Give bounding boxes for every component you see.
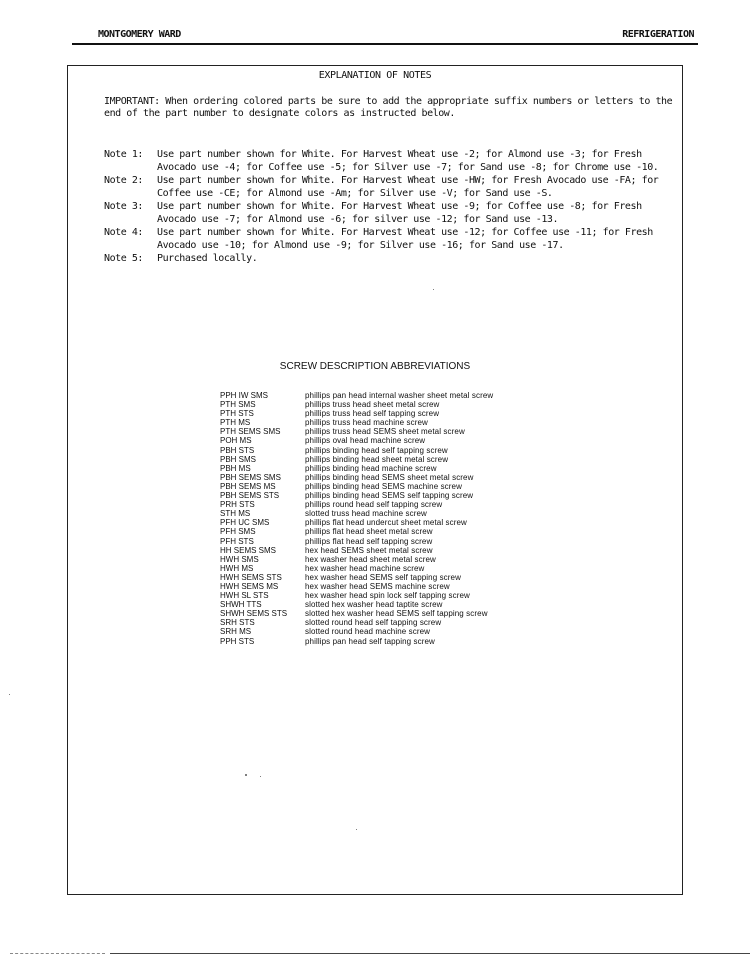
abbreviation-description: phillips flat head undercut sheet metal screw xyxy=(305,518,467,528)
abbreviation-description: phillips binding head SEMS sheet metal screw xyxy=(305,472,474,482)
abbreviation-code: HH SEMS SMS xyxy=(220,545,277,555)
abbreviation-description: phillips round head self tapping screw xyxy=(305,500,443,510)
scan-speck xyxy=(9,694,10,695)
notes-title: EXPLANATION OF NOTES xyxy=(318,70,432,81)
note-label: Note 2: xyxy=(104,175,143,186)
abbreviation-code: PTH SEMS SMS xyxy=(220,427,281,437)
abbreviation-code: PTH MS xyxy=(220,418,251,428)
abbreviation-row xyxy=(220,537,493,546)
abbreviation-description: slotted round head self tapping screw xyxy=(305,618,442,628)
abbreviation-description: phillips flat head self tapping screw xyxy=(305,536,433,546)
header-brand: MONTGOMERY WARD xyxy=(98,29,181,40)
note-label: Note 4: xyxy=(104,227,143,238)
note-item xyxy=(104,200,684,226)
abbreviation-code: SHWH TTS xyxy=(220,600,262,610)
abbreviation-description: phillips pan head internal washer sheet metal screw xyxy=(305,391,494,400)
abbreviation-description: hex washer head SEMS self tapping screw xyxy=(305,572,461,582)
abbreviation-code: PFH UC SMS xyxy=(220,518,270,528)
header-section: REFRIGERATION xyxy=(622,29,694,40)
note-text: Use part number shown for White. For Harvest Wheat use -12; for Coffee use -11; for Fresh Avocado use -10; for Almond use -9; for Silver use -16; for Sand use -17. xyxy=(157,227,653,251)
abbreviation-description: phillips flat head sheet metal screw xyxy=(305,527,433,537)
abbreviation-description: phillips pan head self tapping screw xyxy=(305,636,435,646)
abbreviation-code: PBH SEMS MS xyxy=(220,481,276,491)
abbreviation-description: slotted truss head machine screw xyxy=(305,509,427,519)
note-item xyxy=(104,148,684,174)
abbreviation-row xyxy=(220,409,493,418)
abbreviation-description: phillips binding head machine screw xyxy=(305,463,437,473)
abbreviations-list xyxy=(220,391,493,646)
abbreviation-row xyxy=(220,627,493,636)
abbreviation-row xyxy=(220,637,493,646)
abbreviation-description: phillips truss head self tapping screw xyxy=(305,409,440,419)
abbreviation-row xyxy=(220,518,493,527)
abbreviation-description: phillips truss head SEMS sheet metal screw xyxy=(305,427,465,437)
abbreviation-row xyxy=(220,427,493,436)
abbreviation-description: slotted hex washer head SEMS self tapping screw xyxy=(305,609,488,619)
abbreviation-description: phillips binding head self tapping screw xyxy=(305,445,448,455)
abbreviation-description: phillips binding head SEMS self tapping screw xyxy=(305,491,474,501)
abbreviation-row xyxy=(220,482,493,491)
abbreviation-row xyxy=(220,391,493,400)
abbreviation-row xyxy=(220,491,493,500)
abbreviation-row xyxy=(220,436,493,445)
scan-speck xyxy=(260,776,261,777)
abbreviation-description: slotted hex washer head taptite screw xyxy=(305,600,443,610)
abbreviation-code: STH MS xyxy=(220,509,251,519)
abbreviation-description: phillips binding head SEMS machine screw xyxy=(305,481,462,491)
note-label: Note 5: xyxy=(104,253,143,264)
abbreviation-row xyxy=(220,591,493,600)
abbreviation-description: hex washer head spin lock self tapping screw xyxy=(305,591,470,601)
abbreviation-code: SRH STS xyxy=(220,618,255,628)
abbreviation-row xyxy=(220,509,493,518)
abbreviation-row xyxy=(220,618,493,627)
abbreviation-description: hex washer head SEMS machine screw xyxy=(305,581,450,591)
abbreviation-code: SHWH SEMS STS xyxy=(220,609,288,619)
abbreviation-row xyxy=(220,455,493,464)
abbreviation-row xyxy=(220,555,493,564)
abbreviation-description: hex washer head machine screw xyxy=(305,563,425,573)
abbreviation-description: phillips truss head machine screw xyxy=(305,418,428,428)
abbreviation-code: PPH STS xyxy=(220,636,255,646)
abbreviation-description: phillips oval head machine screw xyxy=(305,436,426,446)
abbreviation-description: slotted round head machine screw xyxy=(305,627,431,637)
abbreviation-code: HWH SMS xyxy=(220,554,259,564)
note-text: Use part number shown for White. For Harvest Wheat use -2; for Almond use -3; for Fresh Avocado use -4; for Coffee use -5; for Silver use -7; for Sand use -8; for Chrome use -10. xyxy=(157,149,659,173)
abbreviation-row xyxy=(220,573,493,582)
note-item xyxy=(104,252,684,265)
header-rule xyxy=(72,43,698,45)
abbreviation-code: HWH SL STS xyxy=(220,591,269,601)
abbreviation-code: HWH MS xyxy=(220,563,254,573)
note-label: Note 3: xyxy=(104,201,143,212)
abbreviation-row xyxy=(220,609,493,618)
abbreviation-description: hex head SEMS sheet metal screw xyxy=(305,545,433,555)
abbreviation-code: PBH SEMS SMS xyxy=(220,472,281,482)
abbreviation-row xyxy=(220,418,493,427)
abbreviation-row xyxy=(220,600,493,609)
abbreviation-row xyxy=(220,446,493,455)
scan-speck xyxy=(433,289,434,290)
important-paragraph: IMPORTANT: When ordering colored parts be sure to add the appropriate suffix numbers or letters to the end of the part number to designate colors as instructed below. xyxy=(104,96,673,119)
abbreviation-row xyxy=(220,400,493,409)
note-text: Use part number shown for White. For Harvest Wheat use -9; for Coffee use -8; for Fresh Avocado use -7; for Almond use -6; for silver use -12; for Sand use -13. xyxy=(157,201,642,225)
abbreviation-row xyxy=(220,500,493,509)
abbreviation-code: PBH STS xyxy=(220,445,255,455)
abbreviation-code: PRH STS xyxy=(220,500,255,510)
abbreviation-description: hex washer head sheet metal screw xyxy=(305,554,436,564)
abbreviation-code: PPH IW SMS xyxy=(220,391,269,400)
abbreviation-code: PTH STS xyxy=(220,409,254,419)
scan-speck xyxy=(245,774,247,776)
note-item xyxy=(104,226,684,252)
abbreviation-code: PBH SEMS STS xyxy=(220,491,280,501)
abbreviation-description: phillips binding head sheet metal screw xyxy=(305,454,449,464)
abbreviation-row xyxy=(220,473,493,482)
abbreviation-code: PTH SMS xyxy=(220,400,256,410)
abbreviation-code: PFH SMS xyxy=(220,527,256,537)
abbreviation-row xyxy=(220,527,493,536)
abbreviation-code: SRH MS xyxy=(220,627,252,637)
abbreviation-code: POH MS xyxy=(220,436,252,446)
abbreviation-code: PFH STS xyxy=(220,536,254,546)
note-item xyxy=(104,174,684,200)
abbreviation-code: PBH MS xyxy=(220,463,251,473)
abbreviation-row xyxy=(220,464,493,473)
abbreviation-row xyxy=(220,546,493,555)
bottom-edge-rule xyxy=(110,953,750,954)
note-text: Use part number shown for White. For Harvest Wheat use -HW; for Fresh Avocado use -FA; for Coffee use -CE; for Almond use -Am; for Silver use -V; for Sand use -S. xyxy=(157,175,659,199)
abbreviation-row xyxy=(220,582,493,591)
bottom-edge-dash xyxy=(10,953,105,954)
abbreviation-description: phillips truss head sheet metal screw xyxy=(305,400,440,410)
notes-list xyxy=(104,148,684,265)
abbreviation-code: HWH SEMS STS xyxy=(220,572,282,582)
note-text: Purchased locally. xyxy=(157,253,258,264)
abbreviation-code: HWH SEMS MS xyxy=(220,581,279,591)
scan-speck xyxy=(356,829,357,830)
abbreviation-row xyxy=(220,564,493,573)
abbreviation-code: PBH SMS xyxy=(220,454,257,464)
note-label: Note 1: xyxy=(104,149,143,160)
abbreviations-title: SCREW DESCRIPTION ABBREVIATIONS xyxy=(279,361,471,372)
